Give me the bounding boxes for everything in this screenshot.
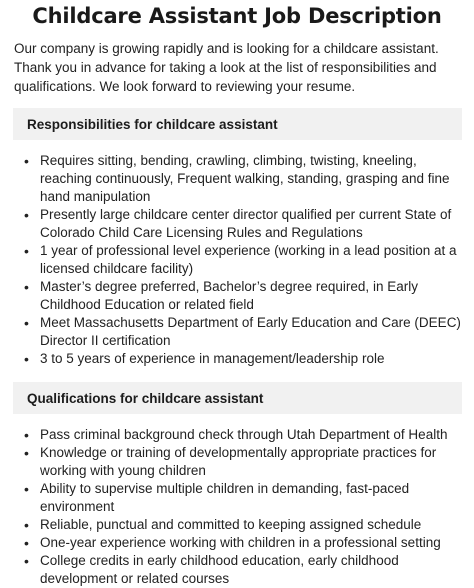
list-item: • Meet Massachusetts Department of Early Education and Care (DEEC) Director II certification (24, 314, 464, 350)
list-item: • Master’s degree preferred, Bachelor’s degree required, in Early Childhood Education or related field (24, 278, 464, 314)
intro-paragraph: Our company is growing rapidly and is looking for a childcare assistant. Thank you in advance for taking a look at the list of responsibilities and qualifications. We look forward to reviewing your resume. (14, 41, 439, 94)
list-item: • 1 year of professional level experience (working in a lead position at a licensed childcare facility) (24, 242, 464, 278)
page-title: Childcare Assistant Job Description (32, 4, 442, 28)
list-item: • Pass criminal background check through Utah Department of Health (24, 426, 464, 444)
responsibilities-list (0, 152, 474, 368)
list-item: • Knowledge or training of developmentally appropriate practices for working with young children (24, 444, 464, 480)
list-item: • Reliable, punctual and committed to keeping assigned schedule (24, 516, 464, 534)
qualifications-list (0, 426, 474, 588)
list-item: • Requires sitting, bending, crawling, climbing, twisting, kneeling, reaching continuously, Frequent walking, standing, grasping and fine hand manipulation (24, 152, 464, 206)
list-item: • Presently large childcare center director qualified per current State of Colorado Child Care Licensing Rules and Regulations (24, 206, 464, 242)
qualifications-heading: Qualifications for childcare assistant (13, 382, 462, 414)
list-item: • One-year experience working with children in a professional setting (24, 534, 464, 552)
responsibilities-heading: Responsibilities for childcare assistant (13, 108, 462, 140)
list-item: • 3 to 5 years of experience in management/leadership role (24, 350, 464, 368)
list-item: • College credits in early childhood education, early childhood development or related courses (24, 552, 464, 588)
list-item: • Ability to supervise multiple children in demanding, fast-paced environment (24, 480, 464, 516)
